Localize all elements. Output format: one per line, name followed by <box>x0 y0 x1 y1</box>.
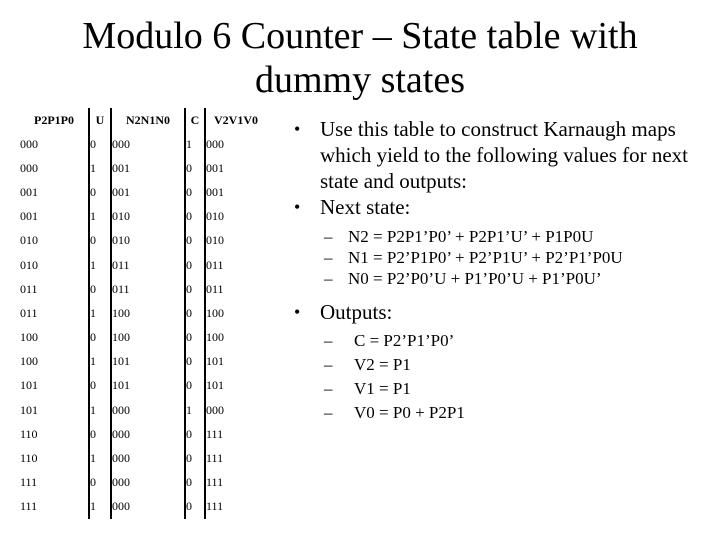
table-row <box>20 156 266 180</box>
table-row <box>20 277 266 301</box>
cell-input-u: 1 <box>89 446 111 470</box>
cell-next-state: 000 <box>111 446 185 470</box>
cell-output-v: 111 <box>206 475 224 490</box>
table-row <box>20 495 266 519</box>
cell-next-state: 010 <box>111 229 185 253</box>
cell-next-state: 011 <box>111 253 185 277</box>
cell-output-c: 0 <box>185 301 205 325</box>
output-eq-v2 <box>294 353 714 377</box>
cell-next-state: 010 <box>111 205 185 229</box>
cell-output-v: 010 <box>206 209 224 224</box>
cell-output-c: 0 <box>185 326 205 350</box>
state-table <box>20 108 266 519</box>
cell-present-state: 011 <box>20 277 89 301</box>
table-body <box>20 132 266 519</box>
cell-present-state: 100 <box>20 350 89 374</box>
bullet-outputs-text: Outputs: <box>320 300 393 324</box>
cell-output-c: 1 <box>185 398 205 422</box>
table-row <box>20 132 266 156</box>
table-row <box>20 253 266 277</box>
cell-next-state: 011 <box>111 277 185 301</box>
cell-output-v: 010 <box>206 233 224 248</box>
cell-input-u: 1 <box>89 495 111 519</box>
cell-output-v: 000 <box>206 402 224 417</box>
equation-text: N1 = P2’P1P0’ + P2’P1U’ + P2’P1’P0U <box>348 248 623 267</box>
table-row <box>20 205 266 229</box>
table-row <box>20 422 266 446</box>
cell-output-v: 001 <box>206 160 224 175</box>
cell-present-state: 010 <box>20 253 89 277</box>
table-row <box>20 374 266 398</box>
bullet-next-state <box>294 194 714 220</box>
cell-input-u: 1 <box>89 156 111 180</box>
cell-output-c: 0 <box>185 495 205 519</box>
cell-output-v: 011 <box>206 257 224 272</box>
cell-present-state: 111 <box>20 495 89 519</box>
cell-next-state: 000 <box>111 495 185 519</box>
cell-input-u: 1 <box>89 350 111 374</box>
cell-present-state: 000 <box>20 132 89 156</box>
dash-icon: – <box>324 227 333 246</box>
cell-output-c: 0 <box>185 180 205 204</box>
cell-input-u: 0 <box>89 229 111 253</box>
equation-text: N0 = P2’P0’U + P1’P0’U + P1’P0U’ <box>348 269 602 288</box>
cell-output-v: 111 <box>206 499 224 514</box>
table-row <box>20 471 266 495</box>
cell-present-state: 110 <box>20 446 89 470</box>
header-input-u: U <box>89 108 111 132</box>
cell-input-u: 1 <box>89 205 111 229</box>
cell-output-v: 101 <box>206 378 224 393</box>
text-panel <box>294 116 714 425</box>
cell-output-c: 0 <box>185 471 205 495</box>
cell-output-v: 100 <box>206 330 224 345</box>
dash-icon: – <box>324 331 333 350</box>
header-next-state: N2N1N0 <box>111 108 185 132</box>
cell-present-state: 101 <box>20 398 89 422</box>
slide-title: Modulo 6 Counter – State table with dummy states <box>82 15 638 101</box>
cell-input-u: 0 <box>89 132 111 156</box>
cell-output-c: 0 <box>185 350 205 374</box>
cell-output-c: 0 <box>185 205 205 229</box>
header-output-v: V2V1V0 <box>214 112 258 127</box>
bullet-instructions-text: Use this table to construct Karnaugh maps which yield to the following values for next state and outputs: <box>320 117 689 193</box>
next-state-eq-n2 <box>294 226 714 247</box>
equation-text: N2 = P2P1’P0’ + P2P1’U’ + P1P0U <box>348 227 594 246</box>
output-eq-c <box>294 329 714 353</box>
next-state-eq-n0 <box>294 268 714 289</box>
bullet-next-state-text: Next state: <box>320 195 411 219</box>
cell-output-c: 0 <box>185 277 205 301</box>
bullet-icon: • <box>294 119 301 139</box>
cell-output-v: 111 <box>206 451 224 466</box>
cell-next-state: 101 <box>111 350 185 374</box>
bullet-instructions <box>294 116 714 194</box>
cell-next-state: 000 <box>111 422 185 446</box>
cell-present-state: 010 <box>20 229 89 253</box>
cell-input-u: 0 <box>89 277 111 301</box>
equation-text: V1 = P1 <box>354 379 411 398</box>
cell-input-u: 1 <box>89 398 111 422</box>
cell-output-v: 101 <box>206 354 224 369</box>
cell-present-state: 100 <box>20 326 89 350</box>
cell-input-u: 0 <box>89 326 111 350</box>
cell-output-c: 0 <box>185 229 205 253</box>
table-row <box>20 326 266 350</box>
cell-next-state: 101 <box>111 374 185 398</box>
cell-output-c: 1 <box>185 132 205 156</box>
cell-input-u: 0 <box>89 471 111 495</box>
cell-output-c: 0 <box>185 374 205 398</box>
cell-next-state: 001 <box>111 180 185 204</box>
cell-next-state: 000 <box>111 132 185 156</box>
dash-icon: – <box>324 403 333 422</box>
next-state-eq-n1 <box>294 247 714 268</box>
cell-present-state: 001 <box>20 180 89 204</box>
cell-present-state: 101 <box>20 374 89 398</box>
output-eq-v1 <box>294 377 714 401</box>
dash-icon: – <box>324 355 333 374</box>
cell-next-state: 100 <box>111 301 185 325</box>
equation-text: V0 = P0 + P2P1 <box>354 403 465 422</box>
bullet-icon: • <box>294 197 301 217</box>
cell-next-state: 001 <box>111 156 185 180</box>
bullet-icon: • <box>294 302 301 322</box>
cell-next-state: 100 <box>111 326 185 350</box>
cell-present-state: 000 <box>20 156 89 180</box>
cell-output-v: 011 <box>206 281 224 296</box>
equation-text: V2 = P1 <box>354 355 411 374</box>
bullet-outputs <box>294 299 714 325</box>
table-row <box>20 446 266 470</box>
header-present-state: P2P1P0 <box>20 108 89 132</box>
cell-next-state: 000 <box>111 471 185 495</box>
table-row <box>20 180 266 204</box>
table-row <box>20 398 266 422</box>
cell-present-state: 001 <box>20 205 89 229</box>
dash-icon: – <box>324 269 333 288</box>
cell-present-state: 110 <box>20 422 89 446</box>
cell-output-c: 0 <box>185 156 205 180</box>
table-row <box>20 301 266 325</box>
cell-output-v: 111 <box>206 426 224 441</box>
cell-input-u: 1 <box>89 253 111 277</box>
table-header-row <box>20 108 266 132</box>
dash-icon: – <box>324 248 333 267</box>
cell-output-c: 0 <box>185 446 205 470</box>
equation-text: C = P2’P1’P0’ <box>354 331 455 350</box>
cell-next-state: 000 <box>111 398 185 422</box>
cell-input-u: 0 <box>89 374 111 398</box>
cell-output-c: 0 <box>185 422 205 446</box>
cell-output-v: 100 <box>206 305 224 320</box>
cell-output-c: 0 <box>185 253 205 277</box>
header-output-c: C <box>185 108 205 132</box>
dash-icon: – <box>324 379 333 398</box>
cell-input-u: 1 <box>89 301 111 325</box>
cell-output-v: 000 <box>206 136 224 151</box>
cell-input-u: 0 <box>89 422 111 446</box>
output-eq-v0 <box>294 401 714 425</box>
table-row <box>20 350 266 374</box>
cell-present-state: 111 <box>20 471 89 495</box>
table-row <box>20 229 266 253</box>
cell-present-state: 011 <box>20 301 89 325</box>
cell-input-u: 0 <box>89 180 111 204</box>
cell-output-v: 001 <box>206 184 224 199</box>
